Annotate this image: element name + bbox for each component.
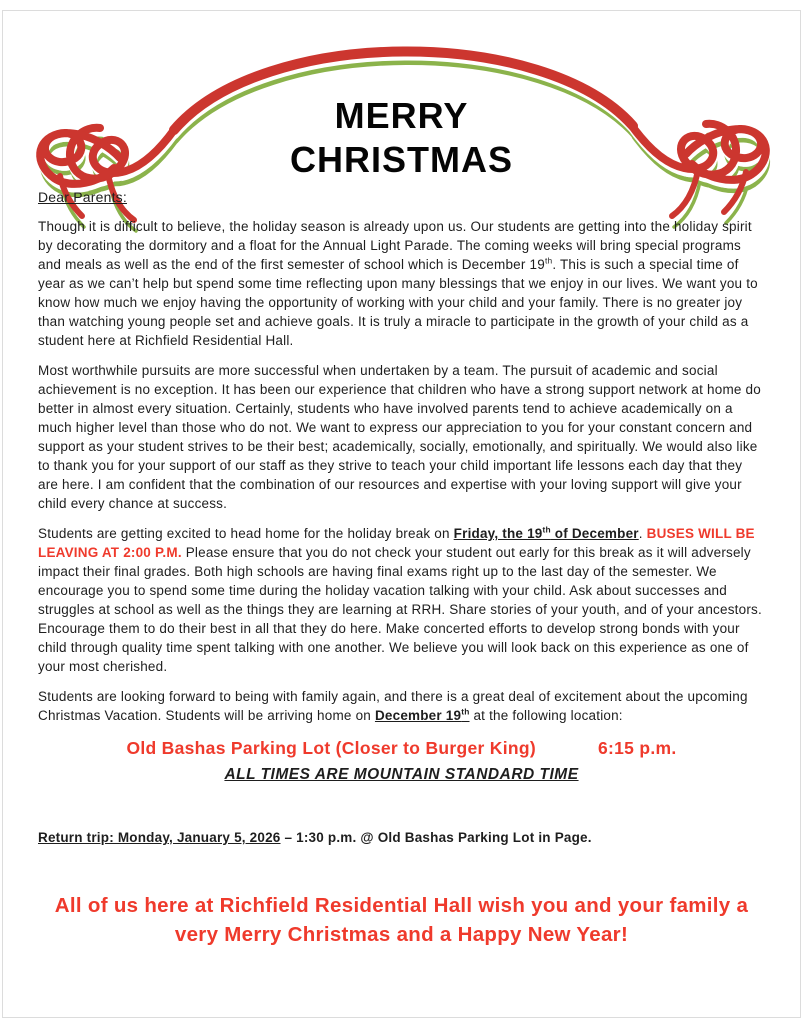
title-line-1: MERRY xyxy=(334,95,469,136)
page-title xyxy=(0,94,803,182)
pickup-location-line xyxy=(38,739,765,758)
title-line-2: CHRISTMAS xyxy=(290,139,513,180)
pickup-location: Old Bashas Parking Lot (Closer to Burger King) xyxy=(126,738,536,758)
paragraph-intro: Though it is difficult to believe, the holiday season is already upon us. Our students are getting into the holiday spirit by decorating the dormitory and a float for the Annual Light Parade. The coming weeks will bring special programs and meals as well as the end of the first semester of school which is December 19th. This is such a special time of year as we can’t help but spend some time reflecting upon many blessings that we enjoy in our lives. We want you to know how much we enjoy having the opportunity of working with your child and your family. There is no greater joy than watching young people set and achieve goals. It is truly a miracle to participate in the growth of your child as a student here at Richfield Residential Hall. xyxy=(38,219,758,348)
letter-body xyxy=(0,188,803,949)
return-trip-line: Return trip: Monday, January 5, 2026 – 1:30 p.m. @ Old Bashas Parking Lot in Page. xyxy=(38,830,592,845)
pickup-time: 6:15 p.m. xyxy=(597,738,677,758)
closing-message: All of us here at Richfield Residential Hall wish you and your family a very Merry Christmas and a Happy New Year! xyxy=(54,894,749,946)
paragraph-holiday-break: Students are getting excited to head home for the holiday break on Friday, the 19th of December. BUSES WILL BE LEAVING AT 2:00 P.M. Please ensure that you do not check your student out early for this break as it will adversely impact their final grades. Both high schools are having final exams right up to the last day of the semester. We encourage you to spend some time during the holiday vacation talking with your child. Ask about successes and struggles at school as well as the things they are learning at RRH. Share stories of your youth, and of your ancestors. Encourage them to do their best in all that they do here. Make concerted efforts to develop strong bonds with your child through quality time spent talking with one another. We believe you will look back on this experience as one of your most cherished. xyxy=(38,524,762,674)
paragraph-teamwork: Most worthwhile pursuits are more successful when undertaken by a team. The pursuit of academic and social achievement is no exception. It has been our experience that children who have a strong support network at home do better in almost every situation. Certainly, students who have involved parents tend to achieve academically on a much higher level than those who do not. We want to express our appreciation to you for your constant concern and support as your student strives to be their best; academically, socially, emotionally, and spiritually. We would also like to thank you for your support of our staff as they strive to teach your child important life lessons each day that they are here. I am confident that the combination of our resources and expertise with your loving support will give your child every chance at success. xyxy=(38,363,761,511)
timezone-note: ALL TIMES ARE MOUNTAIN STANDARD TIME xyxy=(224,766,579,783)
salutation: Dear Parents: xyxy=(38,189,127,205)
letter-header xyxy=(0,0,803,188)
paragraph-arrival: Students are looking forward to being with family again, and there is a great deal of excitement about the upcoming Christmas Vacation. Students will be arriving home on December 19th at the following location: xyxy=(38,689,748,723)
